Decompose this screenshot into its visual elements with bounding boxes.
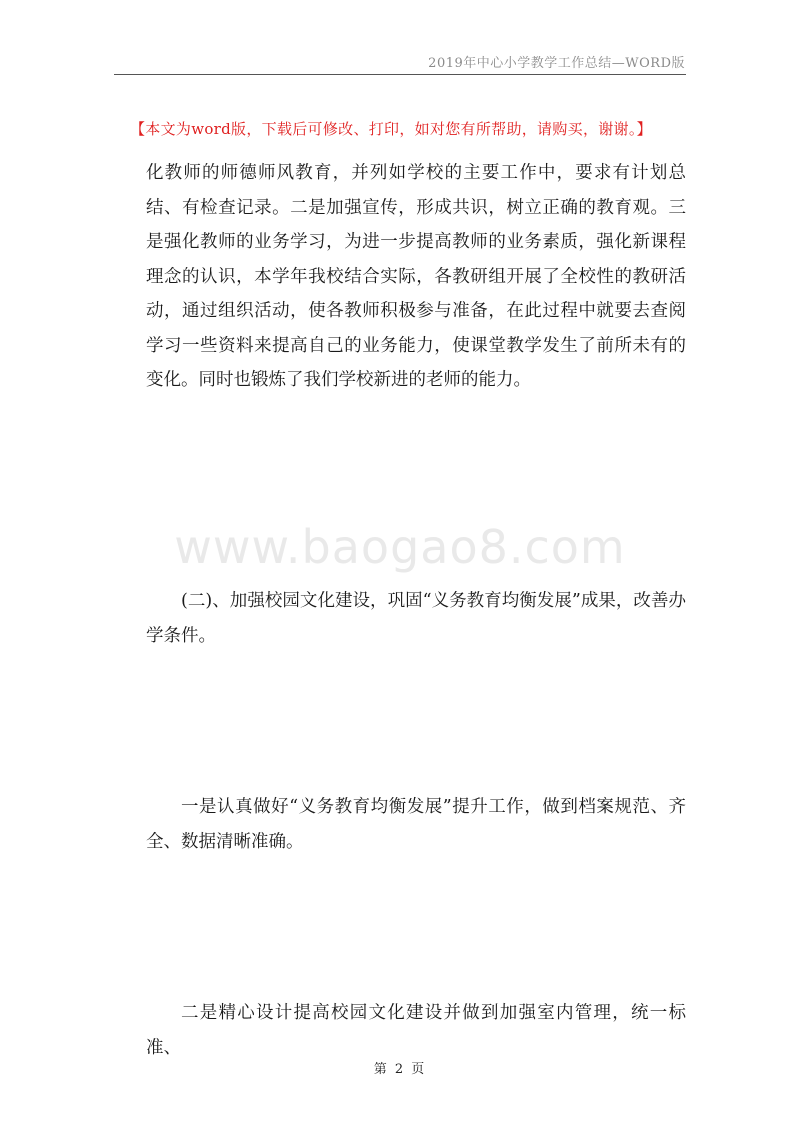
purchase-notice: 【本文为word版，下载后可修改、打印，如对您有所帮助，请购买，谢谢。】 [130,120,652,138]
body-paragraph-2-block [146,584,686,653]
body-paragraph-1: 化教师的师德师风教育，并列如学校的主要工作中，要求有计划总结、有检查记录。二是加强宣传，形成共识，树立正确的教育观。三是强化教师的业务学习，为进一步提高教师的业务素质，强化新课程理念的认识，本学年我校结合实际，各教研组开展了全校性的教研活动，通过组织活动，使各教师积极参与准备，在此过程中就要去查阅学习一些资料来提高自己的业务能力，使课堂教学发生了前所未有的变化。同时也锻炼了我们学校新进的老师的能力。 [146,163,686,390]
body-paragraph-4: 二是精心设计提高校园文化建设并做到加强室内管理，统一标准、 [146,1003,686,1058]
document-header-title: 2019年中心小学教学工作总结—WORD版 [428,56,685,71]
body-paragraph-3: 一是认真做好“义务教育均衡发展”提升工作，做到档案规范、齐全、数据清晰准确。 [146,797,686,852]
body-paragraph-4-block [146,996,686,1065]
page-number: 第 2 页 [373,1062,427,1077]
header-divider [114,74,686,75]
body-paragraph-1-block [146,156,686,398]
body-paragraph-3-block [146,790,686,859]
section-heading-paragraph: (二)、加强校园文化建设，巩固“义务教育均衡发展”成果，改善办学条件。 [146,591,686,646]
watermark: www.baogao8.com [174,520,626,574]
